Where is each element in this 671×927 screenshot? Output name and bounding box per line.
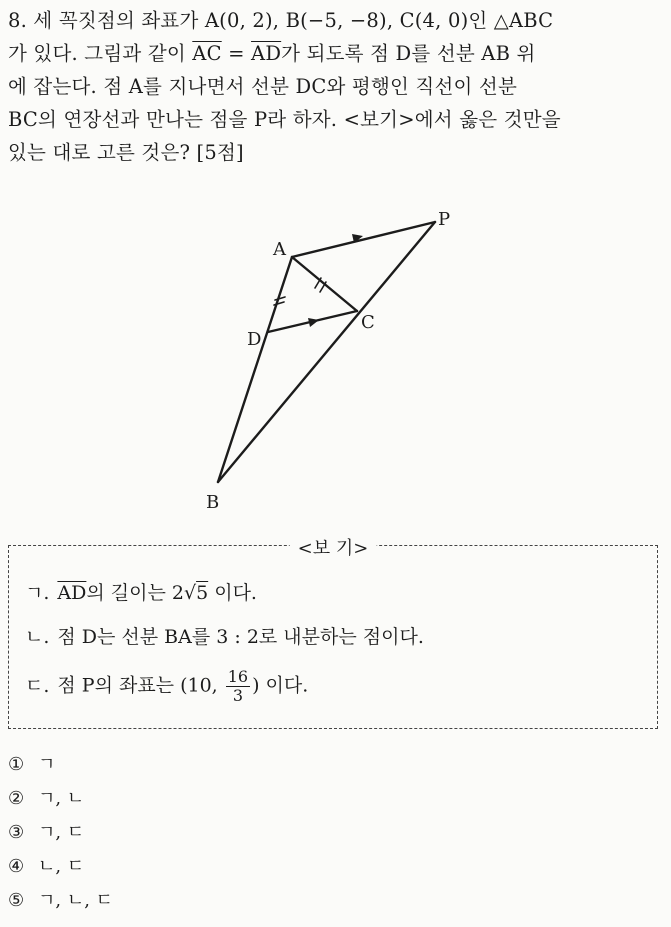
choice-2-text: ㄱ, ㄴ xyxy=(38,788,85,809)
bogi-title: <보 기> xyxy=(290,534,377,560)
problem-line-2-start: 가 있다. 그림과 같이 xyxy=(8,42,193,65)
label-d: D xyxy=(247,329,262,350)
statement-1 xyxy=(25,578,257,605)
choice-5[interactable] xyxy=(8,884,113,918)
problem-text xyxy=(8,4,660,169)
problem-line-4: BC의 연장선과 만나는 점을 P라 하자. <보기>에서 옳은 것만을 xyxy=(8,108,561,131)
triangle-figure xyxy=(195,205,495,525)
fraction-denominator: 3 xyxy=(232,686,244,705)
statement-2 xyxy=(25,622,424,649)
choice-2[interactable] xyxy=(8,782,113,816)
choice-1[interactable] xyxy=(8,748,113,782)
choice-4[interactable] xyxy=(8,850,113,884)
choice-4-number: ④ xyxy=(8,856,25,877)
choice-5-number: ⑤ xyxy=(8,890,25,911)
choice-4-text: ㄴ, ㄷ xyxy=(38,856,85,877)
statement-1-mark: ㄱ. xyxy=(25,582,50,604)
problem-line-2-end: 가 되도록 점 D를 선분 AB 위 xyxy=(281,42,536,65)
segment-ad: $\overline{AD}$ xyxy=(251,42,282,65)
answer-choices xyxy=(8,748,113,918)
segment-ap-line xyxy=(292,222,435,257)
label-c: C xyxy=(361,312,375,333)
problem-line-5: 있는 대로 고른 것은? [5점] xyxy=(8,141,244,164)
problem-line-1: 8. 세 꼭짓점의 좌표가 A(0, 2), B(−5, −8), C(4, 0)인 △ABC xyxy=(8,9,554,32)
segment-bp-line xyxy=(218,222,435,482)
label-p: P xyxy=(438,209,451,230)
problem-line-2 xyxy=(8,42,536,65)
choice-3-number: ③ xyxy=(8,822,25,843)
statement-1-text: 의 길이는 2 xyxy=(86,582,184,604)
choice-1-number: ① xyxy=(8,754,25,775)
problem-line-3: 에 잡는다. 점 A를 지나면서 선분 DC와 평행인 직선이 선분 xyxy=(8,75,517,98)
segment-ac: $\overline{AC}$ xyxy=(192,42,222,65)
sqrt-symbol: √5 xyxy=(183,582,209,604)
choice-3-text: ㄱ, ㄷ xyxy=(38,822,85,843)
statement-3-mark: ㄷ. xyxy=(25,674,50,697)
fraction xyxy=(226,668,250,705)
tick-mark-ad-1 xyxy=(275,297,285,300)
choice-3[interactable] xyxy=(8,816,113,850)
statement-2-text: 점 D는 선분 BA를 3 : 2로 내분하는 점이다. xyxy=(57,626,424,648)
statement-3-end: ) 이다. xyxy=(252,674,309,697)
segment-ab-line xyxy=(218,257,292,482)
statement-2-mark: ㄴ. xyxy=(25,626,50,648)
fraction-numerator: 16 xyxy=(227,667,249,686)
label-b: B xyxy=(206,492,220,513)
sqrt-radicand: 5 xyxy=(196,582,209,604)
bogi-box xyxy=(8,538,658,729)
choice-5-text: ㄱ, ㄴ, ㄷ xyxy=(38,890,114,911)
statement-1-end: 이다. xyxy=(208,582,257,604)
choice-1-text: ㄱ xyxy=(38,754,56,775)
label-a: A xyxy=(273,239,286,260)
choice-2-number: ② xyxy=(8,788,25,809)
statement-3-text: 점 P의 좌표는 (10, xyxy=(57,674,224,697)
equals-sign: = xyxy=(221,42,252,65)
statement-3 xyxy=(25,668,308,705)
statement-1-segment: $\overline{AD}$ xyxy=(57,582,87,604)
